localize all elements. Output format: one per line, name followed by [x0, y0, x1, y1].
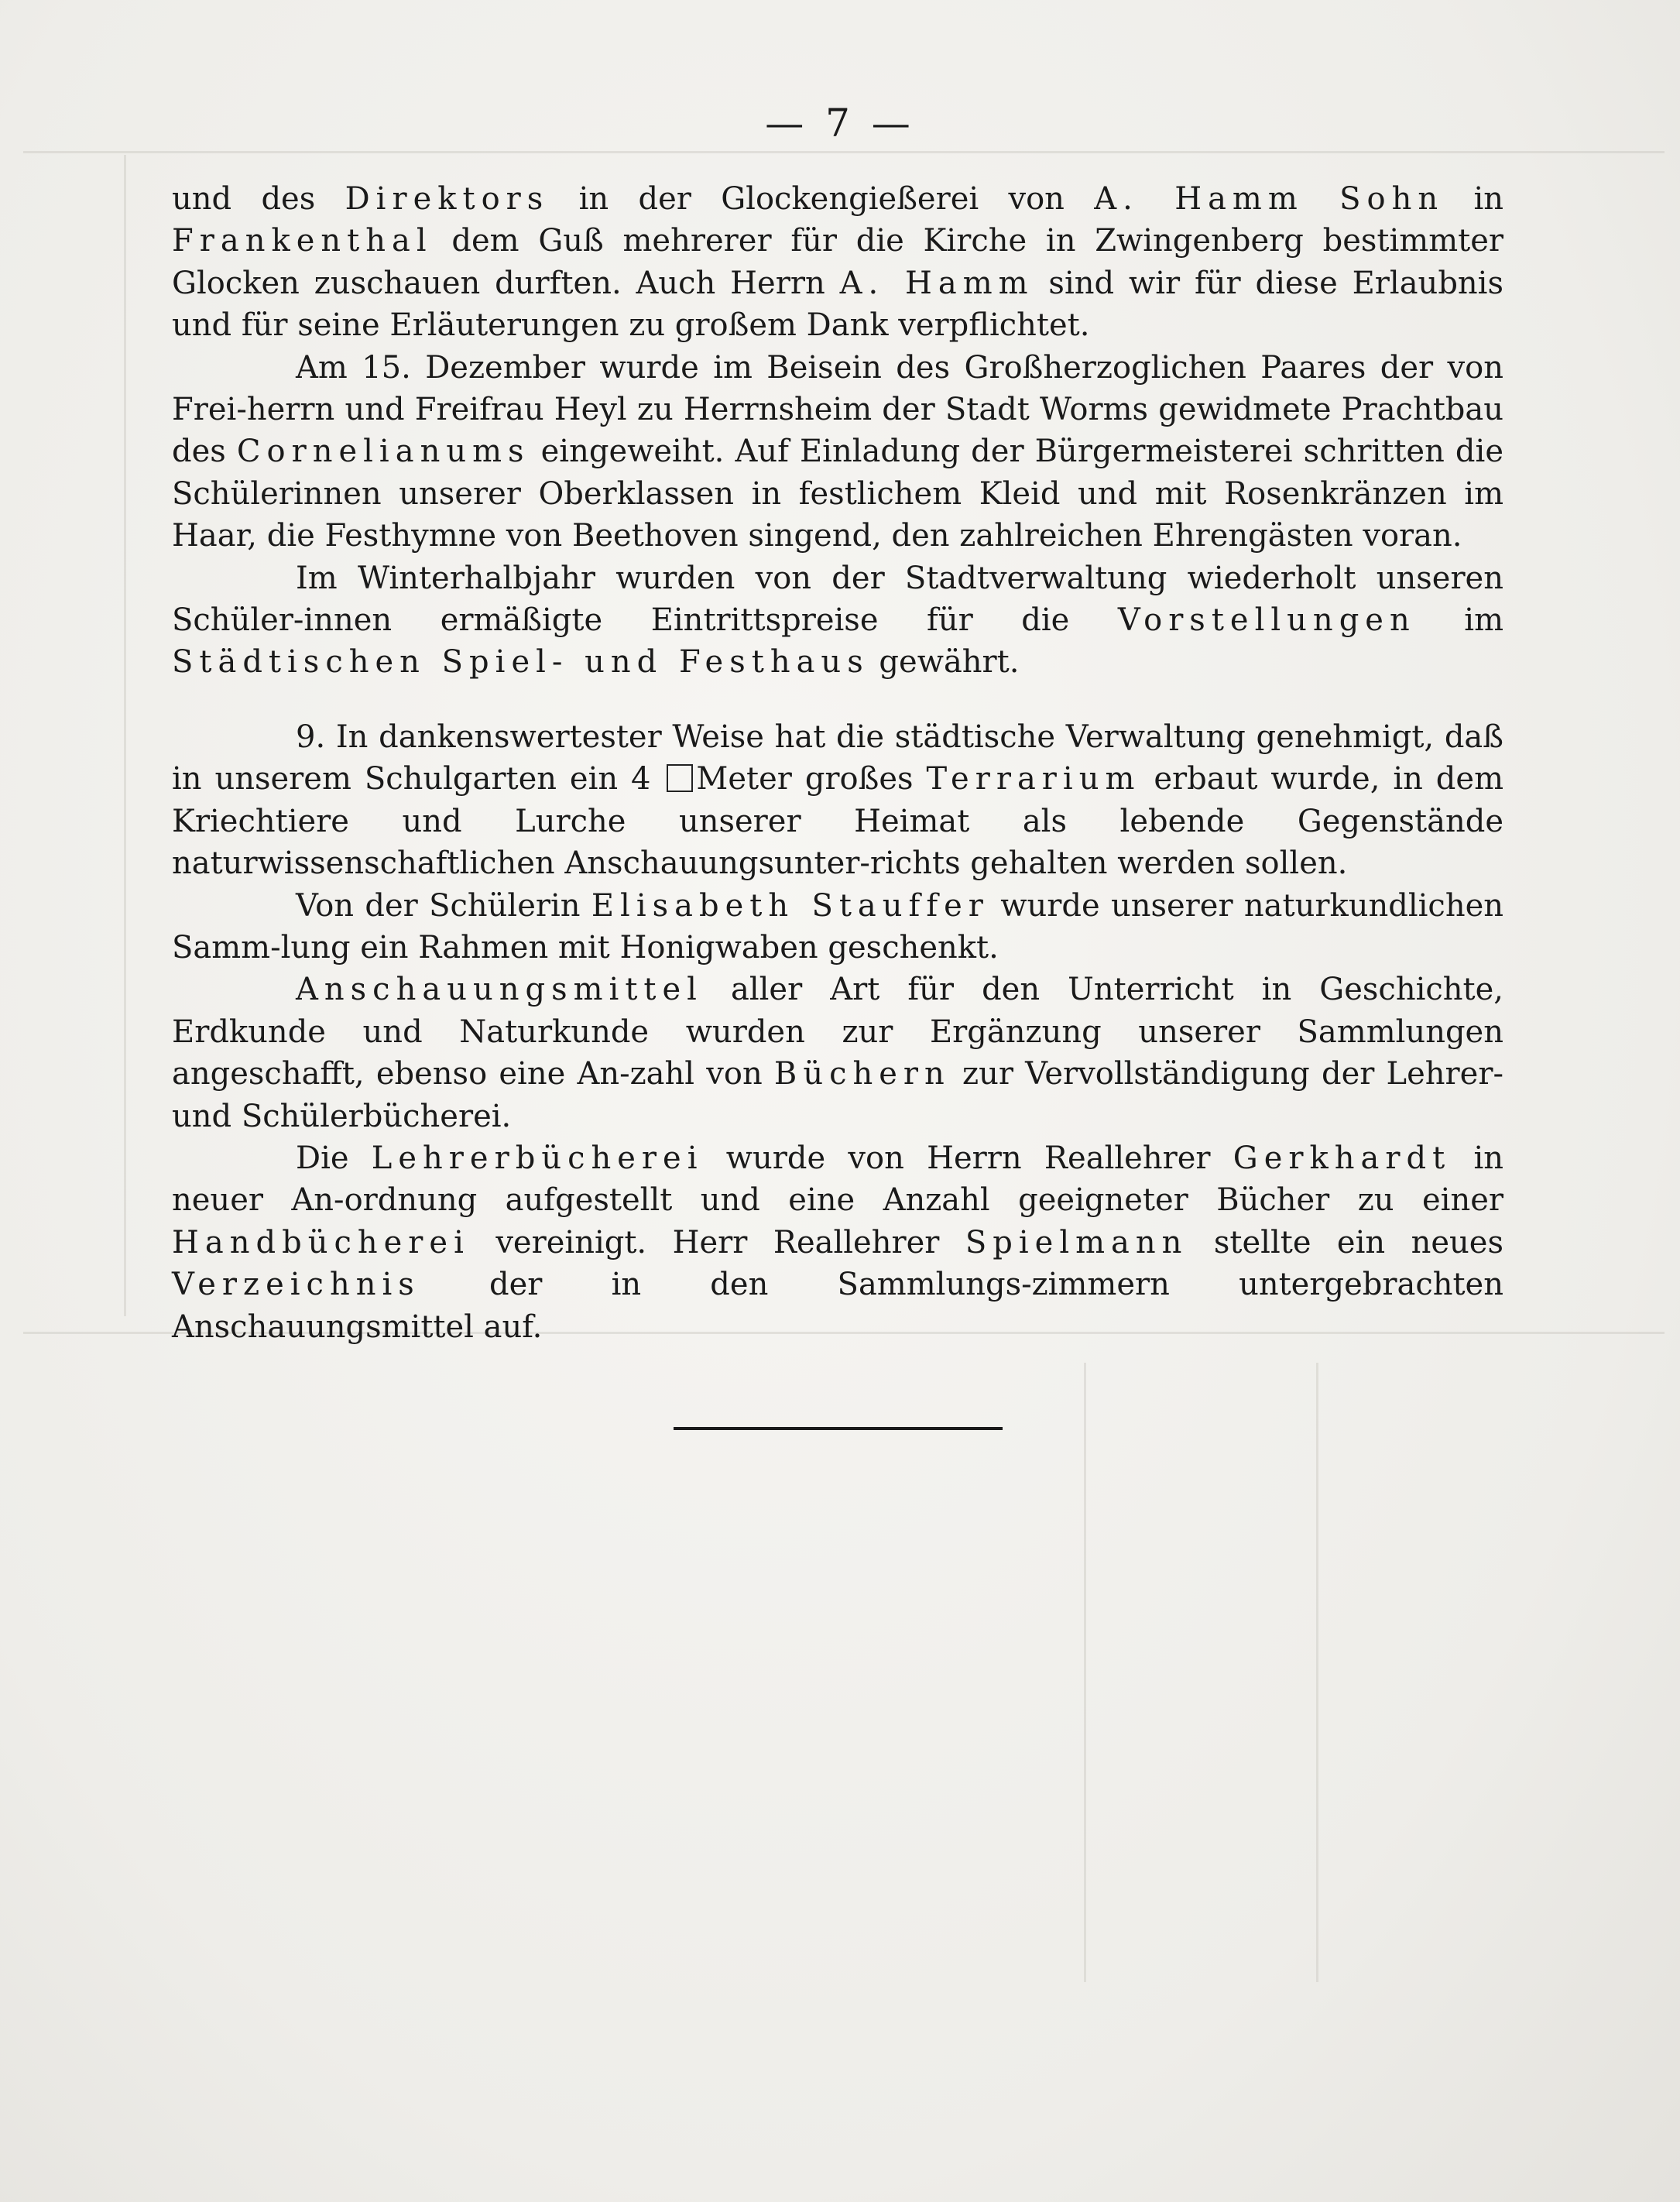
- spaced-emphasis: Spielmann: [965, 1224, 1188, 1260]
- spaced-emphasis: A. Hamm: [839, 265, 1034, 301]
- spaced-emphasis: Gerkhardt: [1233, 1140, 1452, 1176]
- text-run: und des: [172, 181, 345, 217]
- text-run: der in den Sammlungs-zimmern untergebrachten Anschauungsmittel auf.: [172, 1267, 1503, 1345]
- text-run: vereinigt. Herr Reallehrer: [469, 1224, 965, 1260]
- text-run: sind wir für diese Erlaubnis und für seine Erläuterungen zu großem Dank verpflichtet.: [172, 265, 1503, 344]
- section-end-rule: [674, 1427, 1003, 1430]
- text-run: wurde von Herrn Reallehrer: [703, 1140, 1233, 1176]
- text-run: gewährt.: [869, 644, 1020, 681]
- spaced-emphasis: A. Hamm Sohn: [1094, 181, 1445, 217]
- text-run: im: [1415, 602, 1503, 639]
- bleedthrough-rule: [1316, 1363, 1318, 1982]
- spaced-emphasis: Anschauungsmittel: [296, 972, 703, 1008]
- spaced-emphasis: Cornelianums: [236, 434, 530, 470]
- spaced-emphasis: Elisabeth Stauffer: [591, 887, 989, 924]
- body-text: [172, 178, 1503, 1348]
- page-number: — 7 —: [765, 101, 915, 146]
- text-run: Die: [296, 1140, 372, 1176]
- square-meter-symbol: [667, 764, 693, 792]
- spaced-emphasis: Städtischen Spiel- und Festhaus: [172, 644, 869, 681]
- paragraph: [172, 885, 1503, 969]
- text-run: zur Vervollständigung der Lehrer- und Schülerbücherei.: [172, 1056, 1503, 1134]
- paragraph: [172, 1137, 1503, 1348]
- bleedthrough-rule: [124, 155, 126, 1316]
- spaced-emphasis: Handbücherei: [172, 1224, 470, 1260]
- bleedthrough-rule: [1084, 1363, 1086, 1982]
- spaced-emphasis: Vorstellungen: [1117, 602, 1416, 639]
- spaced-emphasis: Büchern: [773, 1056, 951, 1092]
- text-run: aller Art für den Unterricht in Geschichte, Erdkunde und Naturkunde wurden zur Ergänzung unserer Sammlungen angeschafft, ebenso eine An-zahl von: [172, 972, 1503, 1092]
- spaced-emphasis: Lehrerbücherei: [371, 1140, 704, 1176]
- paragraph: [172, 716, 1503, 885]
- bleedthrough-rule: [23, 151, 1665, 153]
- text-run: erbaut wurde, in dem Kriechtiere und Lurche unserer Heimat als lebende Gegenstände naturwissenschaftlichen Anschauungsunter-richts gehalten werden sollen.: [172, 761, 1504, 882]
- text-run: dem Guß mehrerer für die Kirche in Zwingenberg bestimmter Glocken zuschauen durften. Auch Herrn: [172, 223, 1503, 301]
- paragraph: [172, 969, 1503, 1137]
- text-run: in neuer An-ordnung aufgestellt und eine Anzahl geeigneter Bücher zu einer: [172, 1140, 1504, 1219]
- text-run: wurde unserer naturkundlichen Samm-lung ein Rahmen mit Honigwaben geschenkt.: [172, 887, 1504, 966]
- spaced-emphasis: Direktors: [345, 181, 550, 217]
- text-run: 9. In dankenswertester Weise hat die städtische Verwaltung genehmigt, daß in unserem Schulgarten ein 4: [172, 719, 1503, 797]
- text-run: Meter großes: [696, 761, 927, 797]
- spaced-emphasis: Verzeichnis: [172, 1267, 420, 1303]
- spaced-emphasis: Frankenthal: [172, 223, 433, 259]
- text-run: Im Winterhalbjahr wurden von der Stadtverwaltung wiederholt unseren Schüler-innen ermäßigte Eintrittspreise für die: [172, 560, 1503, 639]
- text-run: Von der Schülerin: [296, 887, 591, 924]
- paragraph: [172, 178, 1503, 347]
- text-run: in: [1444, 181, 1504, 217]
- paragraph: [172, 347, 1503, 557]
- text-run: in der Glockengießerei von: [549, 181, 1095, 217]
- text-run: stellte ein neues: [1188, 1224, 1504, 1260]
- text-run: Am 15. Dezember wurde im Beisein des Großherzoglichen Paares der von Frei-herrn und Freifrau Heyl zu Herrnsheim der Stadt Worms gewidmete Prachtbau des: [172, 349, 1503, 470]
- text-run: eingeweiht. Auf Einladung der Bürgermeisterei schritten die Schülerinnen unserer Oberklassen in festlichem Kleid und mit Rosenkränzen im Haar, die Festhymne von Beethoven singend, den zahlreichen Ehrengästen voran.: [172, 434, 1503, 554]
- paragraph: [172, 557, 1503, 684]
- spaced-emphasis: Terrarium: [926, 761, 1141, 797]
